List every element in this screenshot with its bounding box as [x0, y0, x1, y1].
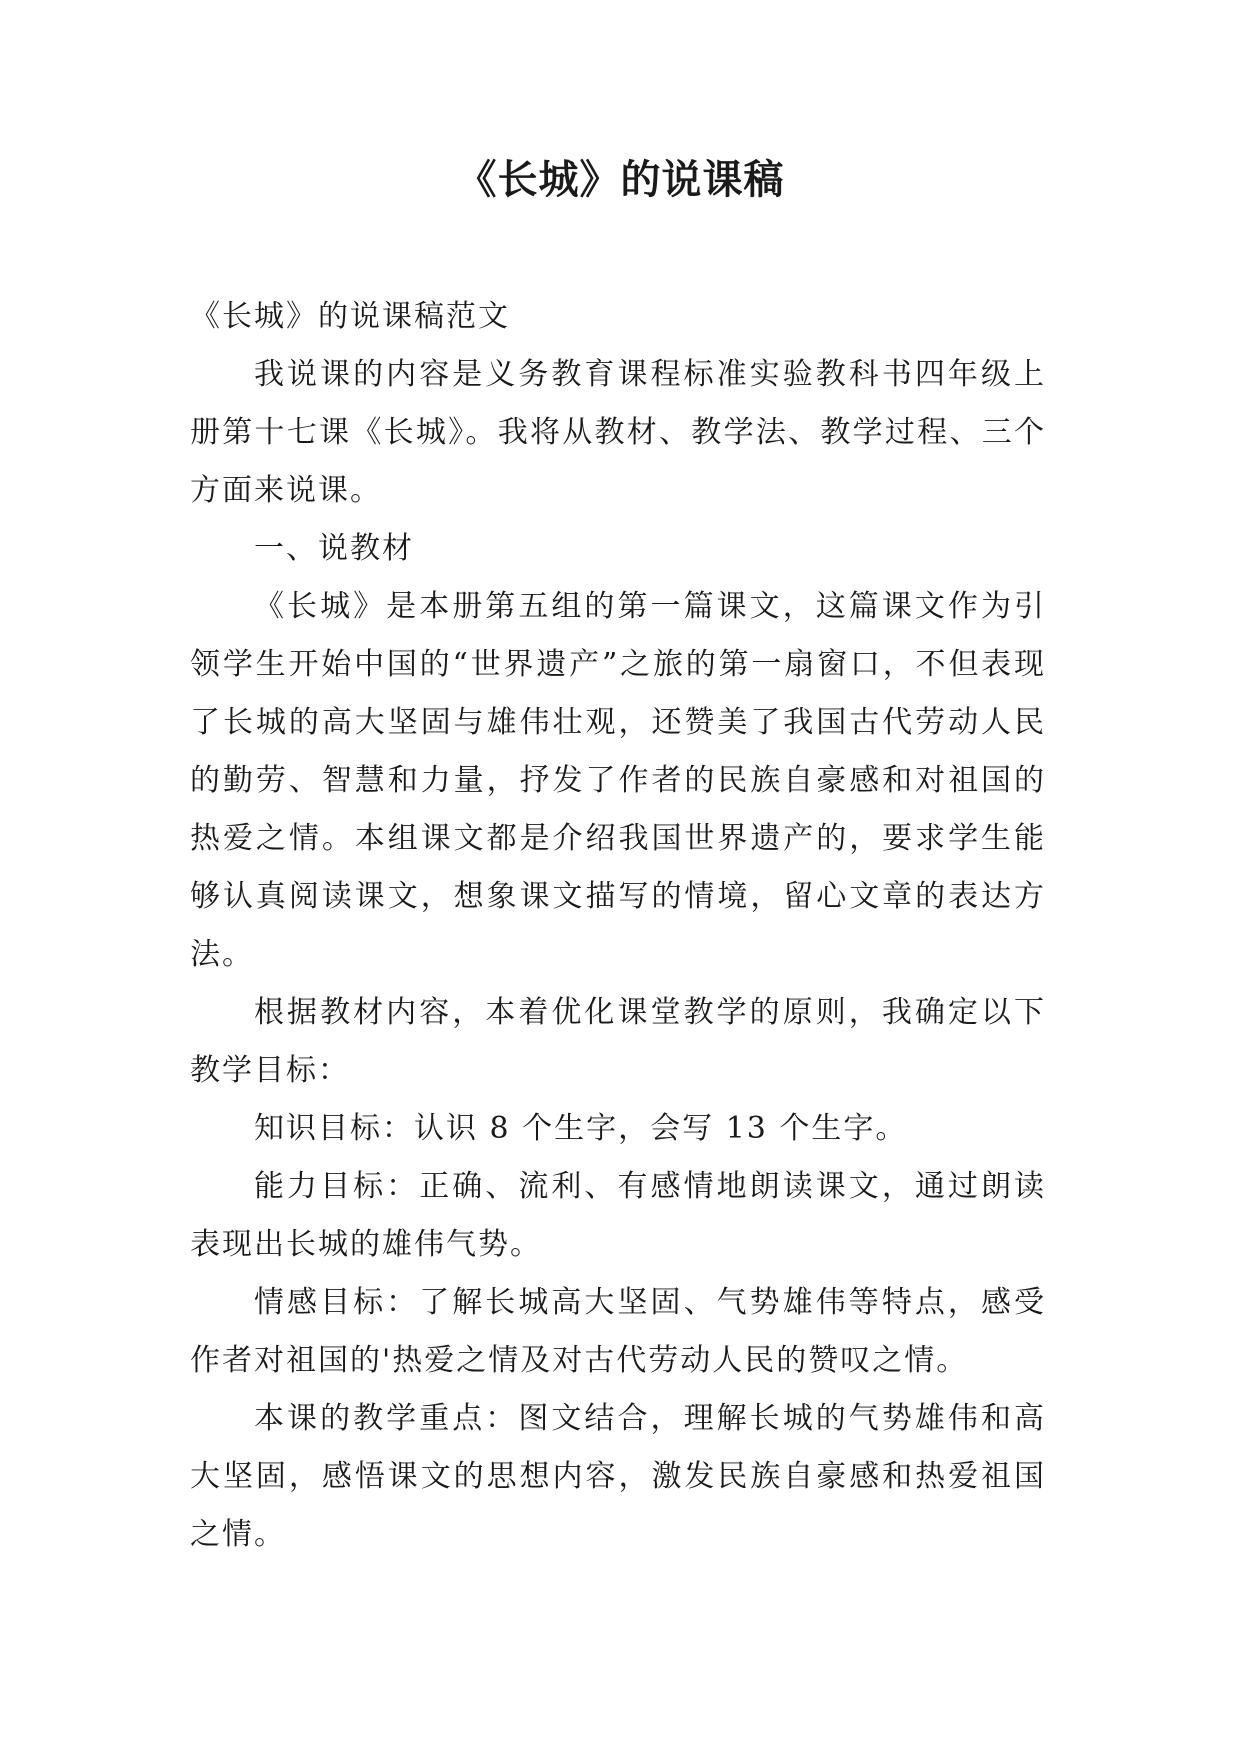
document-body — [190, 288, 1046, 1564]
document-title: 《长城》的说课稿 — [456, 157, 785, 203]
ability-objective-paragraph: 能力目标：正确、流利、有感情地朗读课文，通过朗读表现出长城的雄伟气势。 — [190, 1169, 1046, 1262]
subtitle-paragraph: 《长城》的说课稿范文 — [190, 299, 510, 334]
intro-paragraph: 我说课的内容是义务教育课程标准实验教科书四年级上册第十七课《长城》。我将从教材、教学法、教学过程、三个方面来说课。 — [190, 357, 1046, 508]
key-points-paragraph: 本课的教学重点：图文结合，理解长城的气势雄伟和高大坚固，感悟课文的思想内容，激发民族自豪感和热爱祖国之情。 — [190, 1401, 1046, 1552]
section-heading: 一、说教材 — [254, 531, 414, 566]
textbook-paragraph: 《长城》是本册第五组的第一篇课文，这篇课文作为引领学生开始中国的“世界遗产”之旅的第一扇窗口，不但表现了长城的高大坚固与雄伟壮观，还赞美了我国古代劳动人民的勤劳、智慧和力量，抒发了作者的民族自豪感和对祖国的热爱之情。本组课文都是介绍我国世界遗产的，要求学生能够认真阅读课文，想象课文描写的情境，留心文章的表达方法。 — [190, 589, 1046, 972]
emotion-objective-paragraph: 情感目标：了解长城高大坚固、气势雄伟等特点，感受作者对祖国的'热爱之情及对古代劳动人民的赞叹之情。 — [190, 1285, 1046, 1378]
objectives-intro-paragraph: 根据教材内容，本着优化课堂教学的原则，我确定以下教学目标： — [190, 995, 1046, 1088]
knowledge-objective-paragraph: 知识目标：认识 8 个生字，会写 13 个生字。 — [254, 1111, 908, 1146]
